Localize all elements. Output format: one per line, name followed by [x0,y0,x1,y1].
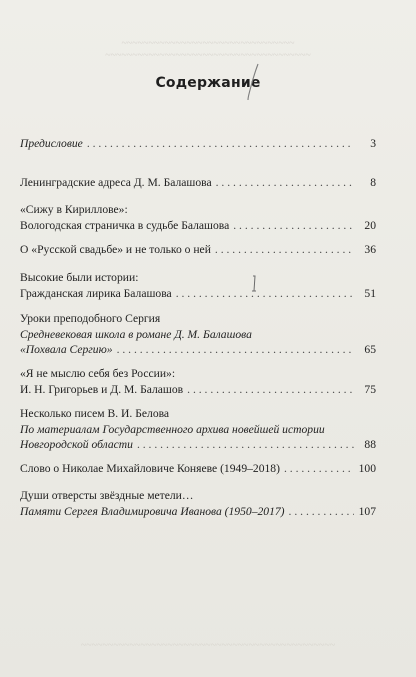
page-number: 100 [358,462,376,475]
toc-entry[interactable] [20,406,376,453]
bleed-through-text: ~~~~~~~~~~~~~~~~~~~~~~~~~~~~~~~~ [121,38,295,49]
entry-title: Высокие были истории: [20,271,139,284]
entry-subtitle: И. Н. Григорьев и Д. М. Балашов [20,382,184,396]
toc-entry[interactable] [20,136,376,152]
entry-title: Несколько писем В. И. Белова [20,407,170,420]
page-number: 51 [364,286,376,300]
bleed-through-text: ~~~~~~~~~~~~~~~~~~~~~~~~~~~~~~~~~~~~~~ [105,50,311,61]
page-number: 3 [370,137,376,150]
toc-entry[interactable] [20,175,376,191]
page-number: 88 [364,438,376,451]
toc-entry[interactable] [20,461,376,477]
entry-subtitle: Вологодская страничка в судьбе Балашова [20,218,230,232]
entry-title: «Я не мыслю себя без России»: [20,367,176,380]
entry-title: Предисловие [20,137,83,150]
entry-subtitle: Памяти Сергея Владимировича Иванова (1950–2017) [20,504,285,518]
dot-leader [289,504,354,520]
page-number: 107 [358,504,376,518]
pencil-mark [246,62,260,102]
toc-entry[interactable] [20,242,376,258]
dot-leader [215,242,354,258]
bleed-through-text: ~~~~~~~~~~~~~~~~~~~~~~~~~~~~~~~~~~~~~~~~~~~~~~~ [80,640,336,651]
dot-leader [176,286,354,302]
dot-leader [87,136,354,152]
toc-entry[interactable] [20,270,376,301]
page-number: 36 [364,243,376,256]
entry-subtitle: Средневековая школа в романе Д. М. Балашова [20,327,252,341]
toc-entry[interactable] [20,202,376,233]
page-number: 75 [364,382,376,396]
entry-title: Ленинградские адреса Д. М. Балашова [20,176,212,189]
page-number: 8 [370,176,376,189]
toc-entry[interactable] [20,488,376,519]
dot-leader [117,342,354,358]
page-title: Содержание [155,75,261,91]
entry-title: Слово о Николае Михайловиче Коняеве (1949–2018) [20,462,280,475]
entry-subtitle: Новгородской области [20,438,133,451]
entry-subtitle: «Похвала Сергию» [20,343,113,356]
dot-leader [284,461,354,477]
dot-leader [216,175,354,191]
page-number: 65 [364,343,376,356]
entry-subtitle: По материалам Государственного архива новейшей истории [20,422,325,436]
dot-leader [137,437,354,453]
entry-title: «Сижу в Кириллове»: [20,203,128,216]
page-number: 20 [364,218,376,232]
toc-entry[interactable] [20,366,376,397]
toc-entry[interactable] [20,311,376,358]
entry-title: Уроки преподобного Сергия [20,312,161,325]
entry-title: О «Русской свадьбе» и не только о ней [20,243,211,256]
entry-subtitle: Гражданская лирика Балашова [20,286,172,300]
dot-leader [187,382,354,398]
entry-title: Души отверсты звёздные метели… [20,489,194,502]
dot-leader [233,218,354,234]
